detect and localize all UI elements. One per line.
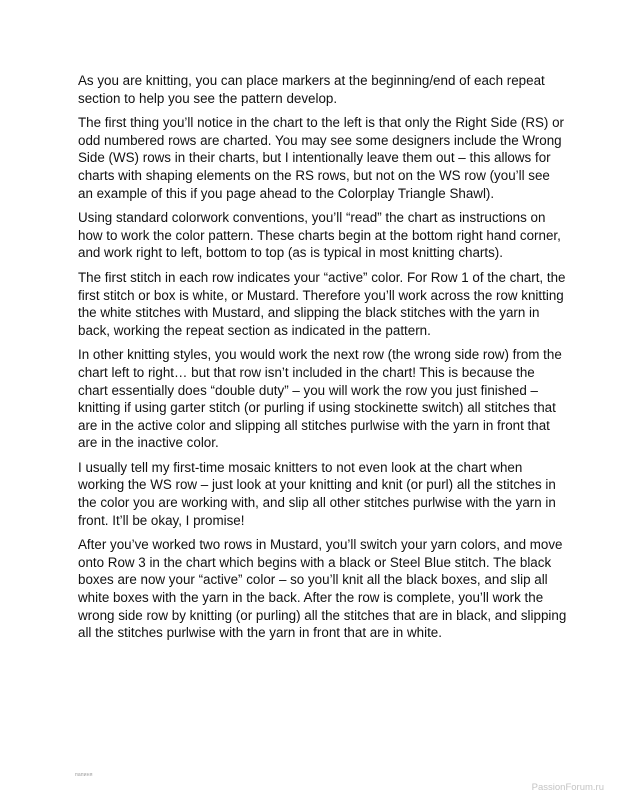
watermark: PassionForum.ru xyxy=(531,782,604,793)
paragraph: The first thing you’ll notice in the chart to the left is that only the Right Side (RS) or odd numbered rows are charted. You may see some designers include the Wrong Side (WS) rows in their charts, but I intentionally leave them out – this allows for charts with shaping elements on the RS rows, but not on the WS row (you’ll see an example of this if you page ahead to the Colorplay Triangle Shawl). xyxy=(78,115,565,201)
paragraph: I usually tell my first-time mosaic knitters to not even look at the chart when working the WS row – just look at your knitting and knit (or purl) all the stitches in the color you are working with, and slip all other stitches purlwise with the yarn in front. It’ll be okay, I promise! xyxy=(78,459,556,528)
paragraph: After you’ve worked two rows in Mustard, you’ll switch your yarn colors, and move onto Row 3 in the chart which begins with a black or Steel Blue stitch. The black boxes are now your “active” color – so you’ll knit all the black boxes, and slip all white boxes with the yarn in the back. After the row is complete, you’ll work the wrong side row by knitting (or purling) all the stitches that are in black, and slipping all the stitches purlwise with the yarn in front that are in white. xyxy=(78,537,567,641)
paragraph: In other knitting styles, you would work the next row (the wrong side row) from the chart left to right… but that row isn’t included in the chart! This is because the chart essentially does “double duty” – you will work the row you just finished – knitting if using garter stitch (or purling if using stockinette switch) all stitches that are in the active color and slipping all stitches purlwise with the yarn in front that are in the inactive color. xyxy=(78,347,562,451)
paragraph: As you are knitting, you can place markers at the beginning/end of each repeat section to help you see the pattern develop. xyxy=(78,73,545,106)
corner-mark: папиня xyxy=(75,772,93,778)
paragraph: The first stitch in each row indicates your “active” color. For Row 1 of the chart, the first stitch or box is white, or Mustard. Therefore you’ll work across the row knitting the white stitches with Mustard, and slipping the black stitches with the yarn in back, working the repeat section as indicated in the pattern. xyxy=(78,269,566,338)
paragraph: Using standard colorwork conventions, you’ll “read” the chart as instructions on how to work the color pattern. These charts begin at the bottom right hand corner, and work right to left, bottom to top (as is typical in most knitting charts). xyxy=(78,210,561,261)
document-body xyxy=(78,72,568,649)
